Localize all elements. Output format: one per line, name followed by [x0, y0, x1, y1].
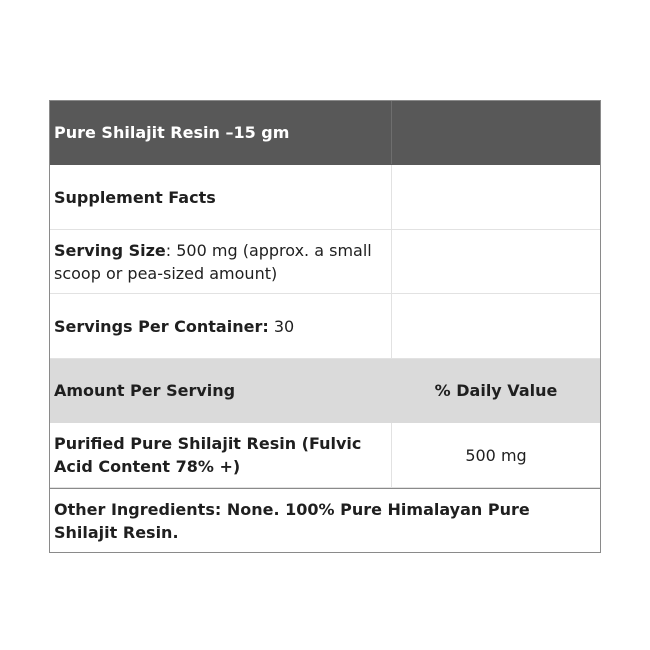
- serving-size-cell: [50, 230, 392, 293]
- other-ingredients-row: [50, 488, 600, 552]
- column-header-row: [50, 359, 600, 423]
- product-title: Pure Shilajit Resin –15 gm: [50, 101, 392, 164]
- daily-value-header: % Daily Value: [434, 381, 558, 400]
- table-header-row: [50, 101, 600, 165]
- ingredient-name: Purified Pure Shilajit Resin (Fulvic Acid Content 78% +): [50, 423, 392, 487]
- section-title: Supplement Facts: [50, 165, 392, 229]
- supplement-facts-table: [49, 100, 601, 553]
- serving-size-row: [50, 230, 600, 294]
- servings-per-container-label: Servings Per Container:: [54, 316, 269, 336]
- serving-size-label: Serving Size: [54, 240, 166, 260]
- empty-cell: [392, 165, 600, 229]
- ingredient-amount: 500 mg: [465, 445, 527, 465]
- empty-cell: [392, 230, 600, 293]
- servings-per-container-value: 30: [268, 316, 295, 336]
- servings-per-container-row: [50, 294, 600, 359]
- other-ingredients: Other Ingredients: None. 100% Pure Himalayan Pure Shilajit Resin.: [54, 499, 530, 542]
- ingredient-row: [50, 423, 600, 488]
- serving-size-value: : 500 mg (approx. a small scoop or pea-sized amount): [54, 240, 372, 283]
- header-empty-cell: [392, 101, 600, 164]
- empty-cell: [392, 294, 600, 358]
- servings-per-container-cell: [50, 294, 392, 358]
- amount-per-serving-header: Amount Per Serving: [50, 359, 392, 422]
- supplement-facts-row: [50, 165, 600, 230]
